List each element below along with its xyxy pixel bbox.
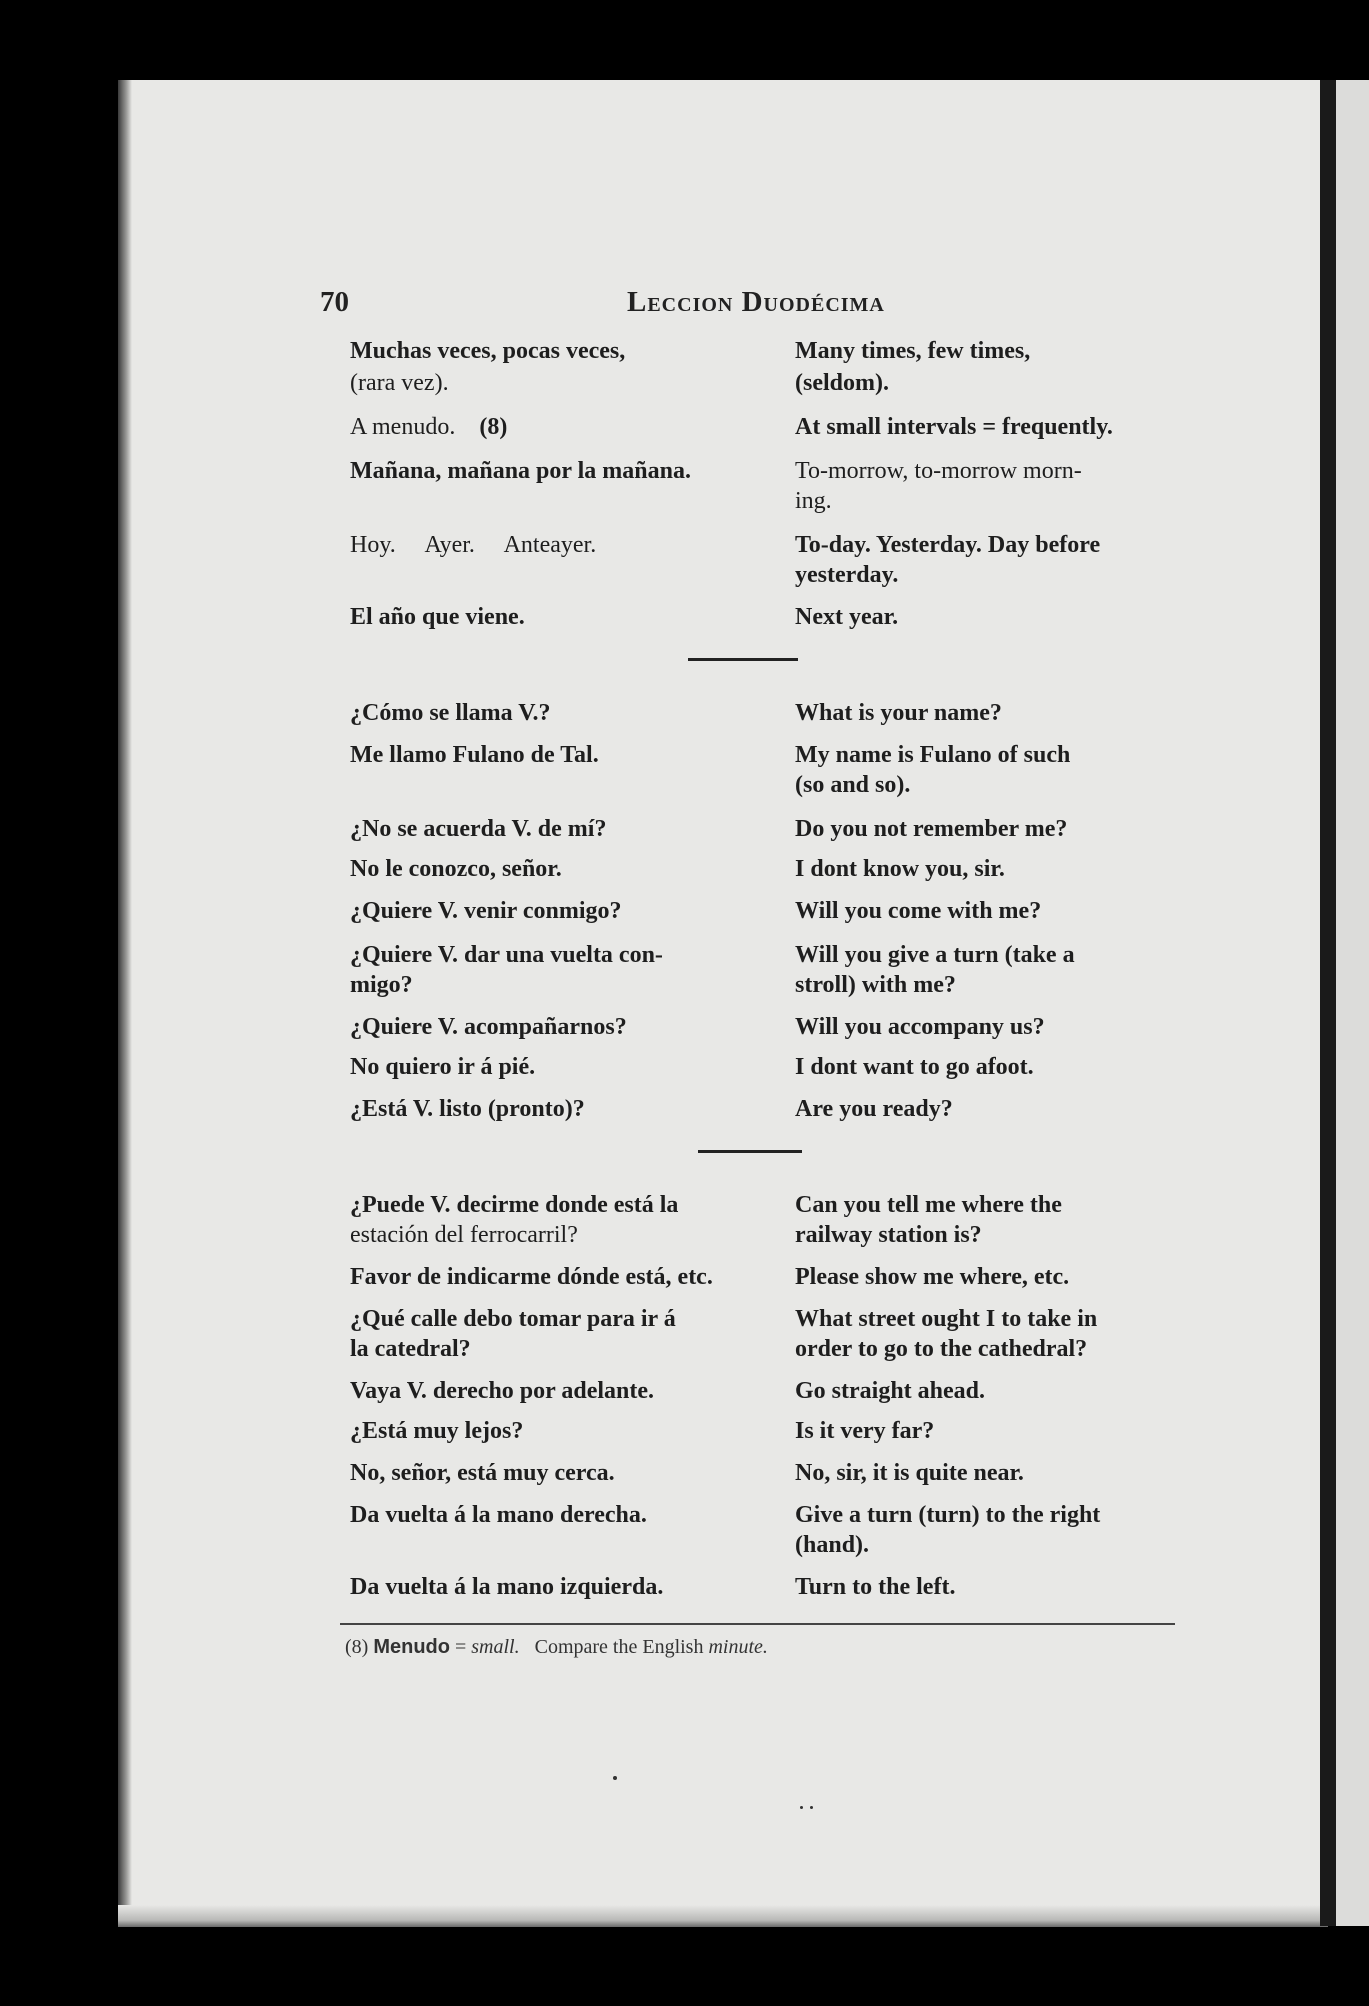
spanish-line: Da vuelta á la mano derecha. [350, 1502, 647, 1528]
spanish-line: migo? [350, 972, 413, 998]
english-line: Will you come with me? [795, 898, 1042, 924]
english-line: What street ought I to take in [795, 1306, 1098, 1332]
english-line: Can you tell me where the [795, 1192, 1062, 1218]
page-number: 70 [320, 286, 349, 318]
spanish-line: Mañana, mañana por la mañana. [350, 458, 691, 484]
footnote [345, 1636, 768, 1659]
footnote-reference: (8) [479, 414, 508, 440]
scan-speck [613, 1776, 617, 1780]
spanish-line: (rara vez). [350, 370, 449, 396]
adjacent-page-edge [1336, 80, 1369, 1926]
page-bottom-shadow [118, 1905, 1328, 1927]
english-line: No, sir, it is quite near. [795, 1460, 1024, 1486]
spanish-line: Da vuelta á la mano izquierda. [350, 1574, 664, 1600]
english-line: (so and so). [795, 772, 911, 798]
english-line: Please show me where, etc. [795, 1264, 1070, 1290]
spanish-line: la catedral? [350, 1336, 471, 1362]
english-line: order to go to the cathedral? [795, 1336, 1088, 1362]
spanish-line: Vaya V. derecho por adelante. [350, 1378, 655, 1404]
english-line: (seldom). [795, 370, 889, 396]
english-line: Give a turn (turn) to the right [795, 1502, 1101, 1528]
english-line: To-morrow, to-morrow morn- [795, 458, 1082, 484]
running-head: Leccion Duodécima [627, 286, 885, 318]
spanish-line: No quiero ir á pié. [350, 1054, 536, 1080]
footnote-equals: = [454, 1636, 467, 1658]
spanish-line: ¿Quiere V. acompañarnos? [350, 1014, 627, 1040]
english-line: stroll) with me? [795, 972, 956, 998]
spanish-line: ¿Puede V. decirme donde está la [350, 1192, 679, 1218]
english-line: (hand). [795, 1532, 870, 1558]
english-line: ing. [795, 488, 832, 514]
spanish-line: ¿Está V. listo (pronto)? [350, 1096, 585, 1122]
english-line: Go straight ahead. [795, 1378, 986, 1404]
english-line: What is your name? [795, 700, 1002, 726]
spanish-line: ¿Quiere V. dar una vuelta con- [350, 942, 663, 968]
section-divider [688, 658, 798, 661]
footnote-gloss: small. [471, 1636, 520, 1658]
english-line: yesterday. [795, 562, 899, 588]
scan-speck [800, 1806, 803, 1809]
footnote-divider [340, 1623, 1175, 1625]
spanish-line: ¿Está muy lejos? [350, 1418, 524, 1444]
spanish-line: ¿Cómo se llama V.? [350, 700, 551, 726]
spanish-line: Hoy. Ayer. Anteayer. [350, 532, 597, 558]
footnote-term: Menudo [373, 1636, 450, 1658]
spanish-line: ¿Quiere V. venir conmigo? [350, 898, 622, 924]
spanish-line: Me llamo Fulano de Tal. [350, 742, 599, 768]
footnote-word: minute. [708, 1636, 768, 1658]
spanish-line: No le conozco, señor. [350, 856, 562, 882]
english-line: Many times, few times, [795, 338, 1031, 364]
english-line: Next year. [795, 604, 899, 630]
english-line: My name is Fulano of such [795, 742, 1071, 768]
english-line: At small intervals = frequently. [795, 414, 1113, 440]
spanish-line: No, señor, está muy cerca. [350, 1460, 615, 1486]
spanish-line: ¿No se acuerda V. de mí? [350, 816, 607, 842]
english-line: I dont want to go afoot. [795, 1054, 1034, 1080]
scan-speck [810, 1806, 813, 1809]
english-line: Will you give a turn (take a [795, 942, 1075, 968]
english-line: To-day. Yesterday. Day before [795, 532, 1101, 558]
spanish-text: A menudo. [350, 414, 456, 440]
english-line: Turn to the left. [795, 1574, 956, 1600]
spanish-line: Muchas veces, pocas veces, [350, 338, 626, 364]
page-gutter [1320, 80, 1336, 1926]
footnote-text: Compare the English [534, 1636, 704, 1658]
spanish-line: Favor de indicarme dónde está, etc. [350, 1264, 713, 1290]
english-line: railway station is? [795, 1222, 982, 1248]
footnote-marker: (8) [345, 1636, 369, 1658]
english-line: Do you not remember me? [795, 816, 1068, 842]
spanish-line [350, 412, 760, 442]
section-divider [698, 1150, 802, 1153]
spanish-line: El año que viene. [350, 604, 525, 630]
page-binding-shadow [118, 80, 132, 1926]
english-line: I dont know you, sir. [795, 856, 1005, 882]
english-line: Will you accompany us? [795, 1014, 1045, 1040]
english-line: Are you ready? [795, 1096, 953, 1122]
spanish-line: ¿Qué calle debo tomar para ir á [350, 1306, 676, 1332]
english-line: Is it very far? [795, 1418, 935, 1444]
spanish-line: estación del ferrocarril? [350, 1222, 578, 1248]
